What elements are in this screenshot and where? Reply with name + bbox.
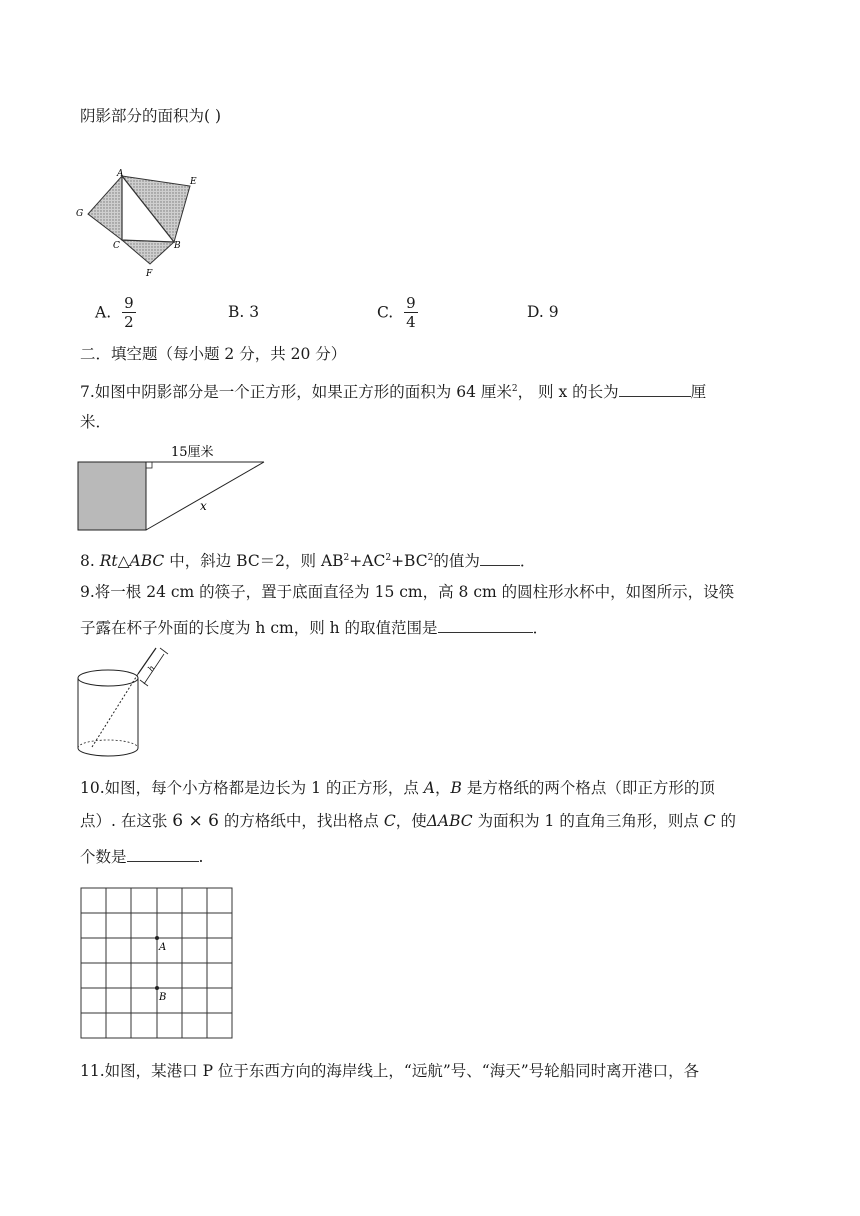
q7-line1: 7.如图中阴影部分是一个正方形，如果正方形的面积为 64 厘米$^2$， 则 x 的长为 厘 — [80, 379, 706, 402]
q8-answer-blank — [480, 549, 520, 566]
q7-figure — [76, 442, 271, 534]
q9-chopstick-inside — [92, 674, 138, 747]
q7-line2: 米． — [80, 413, 112, 431]
q6-label-a: A — [117, 169, 124, 179]
q6-option-a: A. $\frac{9}{2}$ — [95, 294, 134, 331]
q10-point-b — [155, 986, 159, 990]
q6-stem: 阴影部分的面积为( ) — [80, 107, 222, 125]
q6-option-c: C. $\frac{9}{4}$ — [377, 294, 416, 331]
q6-shade-left — [88, 176, 122, 240]
q6-label-e: E — [190, 177, 197, 187]
q11-line1: 11.如图，某港口 P 位于东西方向的海岸线上，“远航”号、“海天”号轮船同时离开港口，各 — [80, 1062, 700, 1080]
q10-label-a: A — [159, 942, 167, 953]
q6-shade-bottom — [122, 240, 174, 264]
q7-right-angle — [146, 462, 152, 468]
q7-answer-blank — [619, 380, 691, 397]
q7-shaded-square — [78, 462, 146, 530]
q10-point-a — [155, 936, 159, 940]
q6-label-g: G — [76, 209, 84, 219]
q10-line3: 个数是 . — [80, 845, 203, 867]
q6-option-d: D. 9 — [527, 303, 559, 321]
q9-h-label: h — [146, 663, 157, 674]
q10-line1: 10.如图，每个小方格都是边长为 1 的正方形，点 A，B 是方格纸的两个格点（即正方形的顶 — [80, 779, 715, 797]
q10-line2: 点）. 在这张 6 × 6 的方格纸中，找出格点 C，使ΔABC 为面积为 1 的直角三角形，则点 C 的 — [80, 811, 737, 831]
q7-top-label: 15厘米 — [171, 445, 214, 460]
q8-line: 8. Rt△ABC 中，斜边 BC＝2，则 $AB^2+AC^2+BC^2$的值为 ． — [80, 548, 535, 571]
q6-label-f: F — [146, 269, 153, 279]
q6-option-b: B. 3 — [228, 303, 260, 321]
q6-figure — [70, 168, 210, 280]
q10-grid — [80, 887, 235, 1040]
q6-label-c: C — [113, 241, 120, 251]
section-heading: 二．填空题（每小题 2 分，共 20 分） — [80, 345, 347, 363]
q6-label-b: B — [174, 241, 181, 251]
q10-label-b: B — [159, 992, 167, 1003]
q10-answer-blank — [127, 845, 199, 862]
q9-line2: 子露在杯子外面的长度为 h cm，则 h 的取值范围是 ． — [80, 616, 548, 638]
q9-answer-blank — [438, 616, 533, 633]
q9-figure — [74, 644, 174, 762]
q7-x-label: x — [200, 499, 207, 513]
q9-line1: 9.将一根 24 cm 的筷子，置于底面直径为 15 cm，高 8 cm 的圆柱形水杯中，如图所示，设筷 — [80, 583, 735, 601]
